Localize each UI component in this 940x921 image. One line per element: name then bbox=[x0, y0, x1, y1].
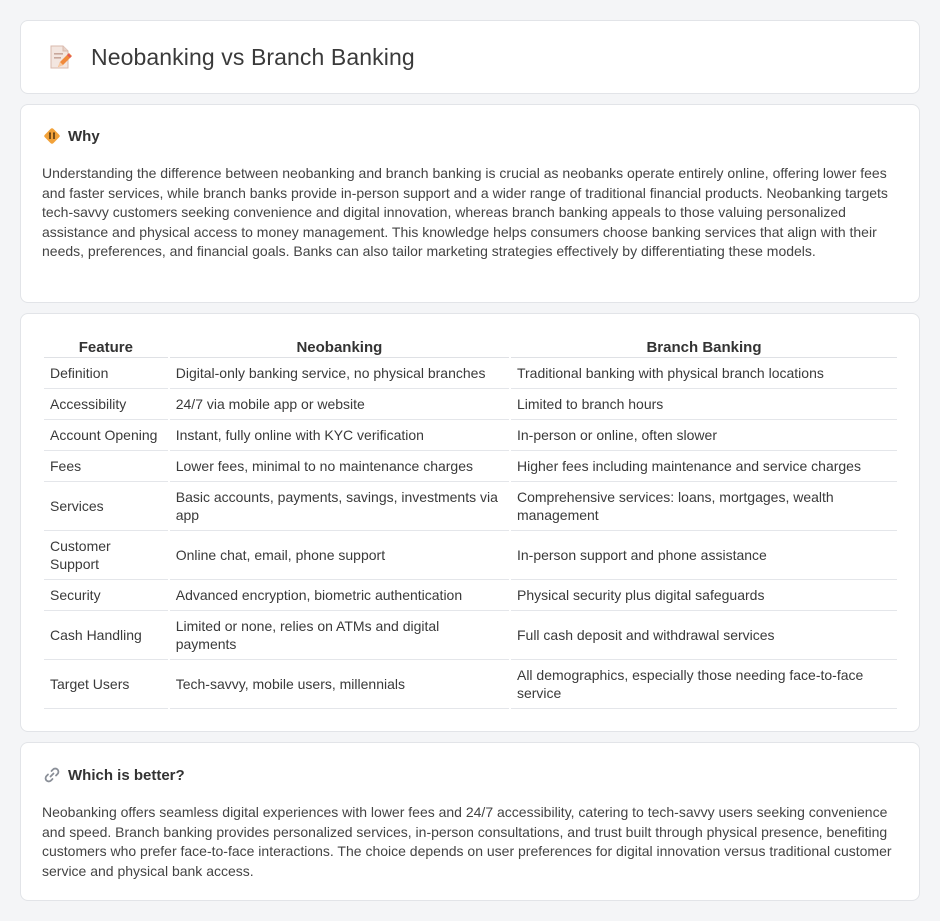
branch-banking-cell: Traditional banking with physical branch locations bbox=[511, 358, 897, 389]
table-row bbox=[44, 580, 897, 611]
neobanking-cell: Basic accounts, payments, savings, investments via app bbox=[170, 482, 509, 531]
feature-cell: Cash Handling bbox=[44, 611, 168, 660]
table-row bbox=[44, 358, 897, 389]
feature-cell: Customer Support bbox=[44, 531, 168, 580]
page-title: Neobanking vs Branch Banking bbox=[91, 43, 415, 70]
branch-banking-cell: All demographics, especially those needing face-to-face service bbox=[511, 660, 897, 709]
neobanking-cell: Lower fees, minimal to no maintenance charges bbox=[170, 451, 509, 482]
table-row bbox=[44, 611, 897, 660]
feature-cell: Target Users bbox=[44, 660, 168, 709]
header-feature: Feature bbox=[44, 334, 168, 358]
comparison-table bbox=[42, 334, 899, 709]
header-branch-banking: Branch Banking bbox=[511, 334, 897, 358]
which-is-better-heading: Which is better? bbox=[68, 766, 185, 784]
branch-banking-cell: Full cash deposit and withdrawal services bbox=[511, 611, 897, 660]
why-text: Understanding the difference between neobanking and branch banking is crucial as neobanks operate entirely online, offering lower fees and faster services, while branch banks provide in-person support and a wider range of traditional financial products. Neobanking targets tech-savvy customers seeking convenience and digital innovation, whereas branch banking appeals to those valuing personalized assistance and physical access to money management. This knowledge helps consumers choose banking services that align with their needs, preferences, and financial goals. Banks can also tailor marketing strategies effectively by differentiating these models. bbox=[42, 165, 888, 260]
table-row bbox=[44, 420, 897, 451]
title-card bbox=[20, 20, 920, 94]
table-row bbox=[44, 389, 897, 420]
neobanking-cell: Instant, fully online with KYC verification bbox=[170, 420, 509, 451]
feature-cell: Definition bbox=[44, 358, 168, 389]
feature-cell: Fees bbox=[44, 451, 168, 482]
diamond-sign-icon bbox=[43, 127, 61, 145]
neobanking-cell: Limited or none, relies on ATMs and digital payments bbox=[170, 611, 509, 660]
table-header-row bbox=[44, 334, 897, 358]
branch-banking-cell: Comprehensive services: loans, mortgages, wealth management bbox=[511, 482, 897, 531]
branch-banking-cell: In-person support and phone assistance bbox=[511, 531, 897, 580]
feature-cell: Services bbox=[44, 482, 168, 531]
which-is-better-text: Neobanking offers seamless digital experiences with lower fees and 24/7 accessibility, catering to tech-savvy users seeking convenience and speed. Branch banking provides personalized services, in-person consultations, and trust built through physical presence, benefiting customers who prefer face-to-face interactions. The choice depends on user preferences for digital innovation versus traditional customer service and physical bank access. bbox=[42, 804, 892, 879]
table-row bbox=[44, 660, 897, 709]
document-pencil-icon bbox=[45, 43, 73, 71]
why-heading: Why bbox=[68, 127, 100, 145]
branch-banking-cell: Limited to branch hours bbox=[511, 389, 897, 420]
branch-banking-cell: Higher fees including maintenance and service charges bbox=[511, 451, 897, 482]
neobanking-cell: 24/7 via mobile app or website bbox=[170, 389, 509, 420]
header-neobanking: Neobanking bbox=[170, 334, 509, 358]
neobanking-cell: Digital-only banking service, no physical branches bbox=[170, 358, 509, 389]
branch-banking-cell: In-person or online, often slower bbox=[511, 420, 897, 451]
feature-cell: Accessibility bbox=[44, 389, 168, 420]
neobanking-cell: Tech-savvy, mobile users, millennials bbox=[170, 660, 509, 709]
table-row bbox=[44, 482, 897, 531]
feature-cell: Security bbox=[44, 580, 168, 611]
why-section bbox=[20, 104, 920, 303]
which-is-better-section bbox=[20, 742, 920, 901]
neobanking-cell: Online chat, email, phone support bbox=[170, 531, 509, 580]
table-row bbox=[44, 531, 897, 580]
branch-banking-cell: Physical security plus digital safeguards bbox=[511, 580, 897, 611]
link-icon bbox=[43, 766, 61, 784]
comparison-table-card bbox=[20, 313, 920, 732]
feature-cell: Account Opening bbox=[44, 420, 168, 451]
neobanking-cell: Advanced encryption, biometric authentication bbox=[170, 580, 509, 611]
table-row bbox=[44, 451, 897, 482]
